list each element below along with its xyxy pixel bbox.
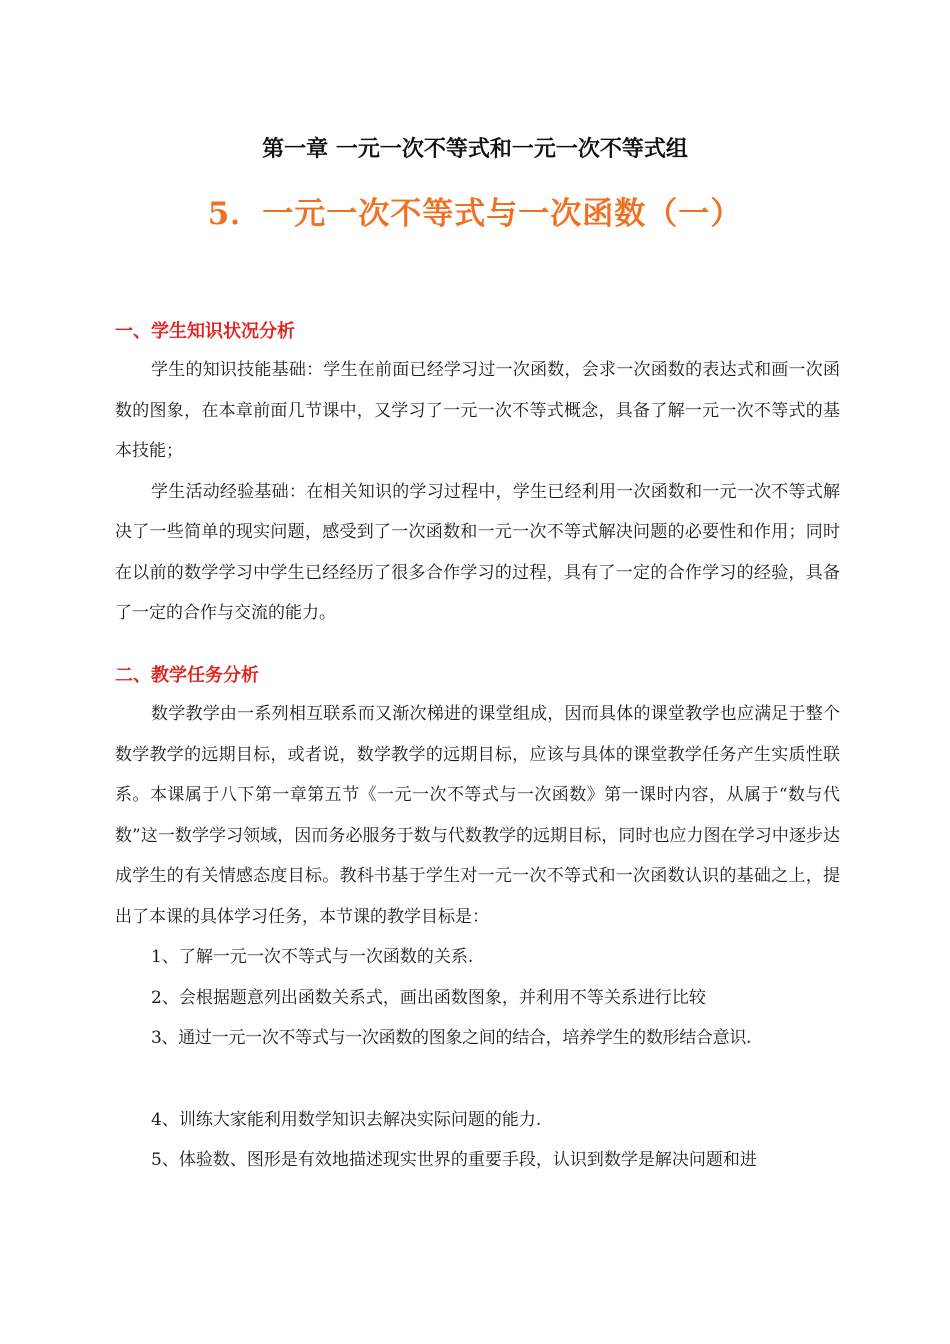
section-student-analysis: [115, 318, 840, 634]
lesson-title: 5．一元一次不等式与一次函数（一）: [207, 196, 743, 232]
list-item: 5、体验数、图形是有效地描述现实世界的重要手段，认识到数学是解决问题和进: [151, 1150, 757, 1170]
section-task-analysis: [115, 662, 840, 1181]
spacer: [115, 1059, 840, 1100]
list-item: 1、了解一元一次不等式与一次函数的关系.: [151, 947, 474, 967]
list-item: 2、会根据题意列出函数关系式，画出函数图象，并利用不等关系进行比较: [151, 987, 706, 1008]
paragraph: 数学教学由一系列相互联系而又渐次梯进的课堂组成，因而具体的课堂教学也应满足于整个数学教学的远期目标，或者说，数学教学的远期目标，应该与具体的课堂教学任务产生实质性联系。本课属于八下第一章第五节《一元一次不等式与一次函数》第一课时内容，从属于“数与代数”这一数学学习领域，因而务必服务于数与代数教学的远期目标，同时也应力图在学习中逐步达成学生的有关情感态度目标。教科书基于学生对一元一次不等式和一次函数认识的基础之上，提出了本课的具体学习任务，本节课的教学目标是：: [115, 704, 840, 927]
paragraph: 学生的知识技能基础：学生在前面已经学习过一次函数，会求一次函数的表达式和画一次函数的图象，在本章前面几节课中，又学习了一元一次不等式概念，具备了解一元一次不等式的基本技能；: [115, 360, 840, 461]
section-heading: 二、教学任务分析: [115, 665, 259, 686]
list-item: 4、训练大家能利用数学知识去解决实际问题的能力.: [151, 1109, 542, 1130]
paragraph: 学生活动经验基础：在相关知识的学习过程中，学生已经利用一次函数和一元一次不等式解决了一些简单的现实问题，感受到了一次函数和一元一次不等式解决问题的必要性和作用；同时在以前的数学学习中学生已经经历了很多合作学习的过程，具有了一定的合作学习的经验，具备了一定的合作与交流的能力。: [115, 481, 840, 623]
section-heading: 一、学生知识状况分析: [115, 321, 295, 342]
list-item: 3、通过一元一次不等式与一次函数的图象之间的结合，培养学生的数形结合意识.: [151, 1028, 752, 1048]
chapter-title: 第一章 一元一次不等式和一元一次不等式组: [262, 136, 688, 162]
